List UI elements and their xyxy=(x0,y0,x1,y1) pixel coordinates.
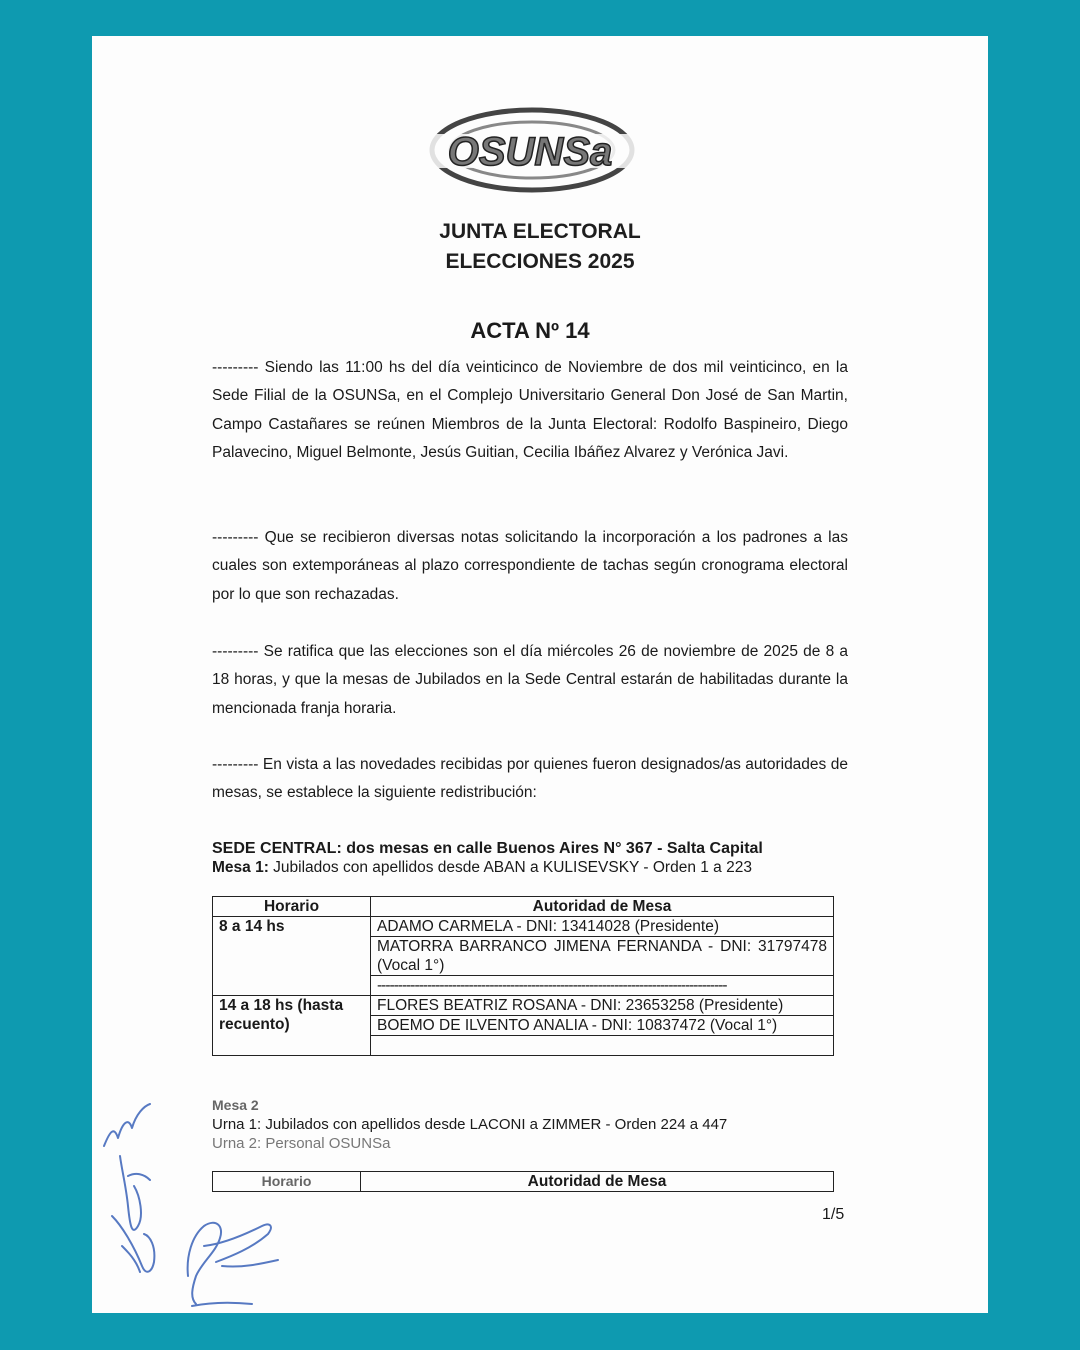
header-junta-electoral: JUNTA ELECTORAL xyxy=(439,220,641,243)
authority-cell-blank xyxy=(371,1036,834,1056)
authority-cell: BOEMO DE ILVENTO ANALIA - DNI: 10837472 (Vocal 1°) xyxy=(371,1016,834,1036)
mesa2-urna1: Urna 1: Jubilados con apellidos desde LACONI a ZIMMER - Orden 224 a 447 xyxy=(212,1116,728,1133)
page-number: 1/5 xyxy=(822,1206,845,1223)
column-header-horario: Horario xyxy=(213,897,371,917)
paragraph-4: --------- En vista a las novedades recibidas por quienes fueron designados/as autoridades de mesas, se establece la siguiente redistribución: xyxy=(212,756,848,802)
mesa1-desc: Jubilados con apellidos desde ABAN a KULISEVSKY - Orden 1 a 223 xyxy=(268,859,752,876)
authority-cell-empty: ------------------------------------------------------------------------------------ xyxy=(371,976,834,996)
table-row xyxy=(213,917,834,937)
header-elecciones: ELECCIONES 2025 xyxy=(445,250,635,273)
column-header-horario: Horario xyxy=(213,1172,361,1192)
osunsa-logo xyxy=(420,98,640,198)
column-header-autoridad: Autoridad de Mesa xyxy=(361,1172,834,1192)
paragraph-1: --------- Siendo las 11:00 hs del día veinticinco de Noviembre de dos mil veinticinco, en la Sede Filial de la OSUNSa, en el Complejo Universitario General Don José de San Martin, Campo Castañares se reúnen Miembros de la Junta Electoral: Rodolfo Baspineiro, Diego Palavecino, Miguel Belmonte, Jesús Guitian, Cecilia Ibáñez Alvarez y Verónica Javi. xyxy=(212,359,848,461)
handwritten-signature-icon xyxy=(92,1076,312,1313)
acta-title: ACTA Nº 14 xyxy=(470,318,590,343)
authority-cell: ADAMO CARMELA - DNI: 13414028 (Presidente) xyxy=(371,917,834,937)
sede-central-heading: SEDE CENTRAL: dos mesas en calle Buenos Aires N° 367 - Salta Capital xyxy=(212,840,763,857)
paragraph-2: --------- Que se recibieron diversas notas solicitando la incorporación a los padrones a las cuales son extemporáneas al plazo correspondiente de tachas según cronograma electoral por lo que son rechazadas. xyxy=(212,529,848,603)
mesa1-authority-table xyxy=(212,896,834,1056)
mesa2-title: Mesa 2 xyxy=(212,1097,259,1113)
svg-text:OSUNSa: OSUNSa xyxy=(447,130,613,174)
table-row xyxy=(213,996,834,1016)
column-header-autoridad: Autoridad de Mesa xyxy=(371,897,834,917)
authority-cell: MATORRA BARRANCO JIMENA FERNANDA - DNI: 31797478 (Vocal 1°) xyxy=(371,937,834,976)
mesa2-urna2: Urna 2: Personal OSUNSa xyxy=(212,1135,391,1152)
document-page xyxy=(92,36,988,1313)
horario-slot-1: 8 a 14 hs xyxy=(213,917,371,996)
horario-slot-2: 14 a 18 hs (hasta recuento) xyxy=(213,996,371,1056)
authority-cell: FLORES BEATRIZ ROSANA - DNI: 23653258 (Presidente) xyxy=(371,996,834,1016)
table-header-row xyxy=(213,897,834,917)
paragraph-3: --------- Se ratifica que las elecciones son el día miércoles 26 de noviembre de 2025 de 8 a 18 horas, y que la mesas de Jubilados en la Sede Central estarán de habilitadas durante la mencionada franja horaria. xyxy=(212,643,848,717)
mesa1-label: Mesa 1: xyxy=(212,859,269,876)
mesa1-line xyxy=(212,859,752,877)
